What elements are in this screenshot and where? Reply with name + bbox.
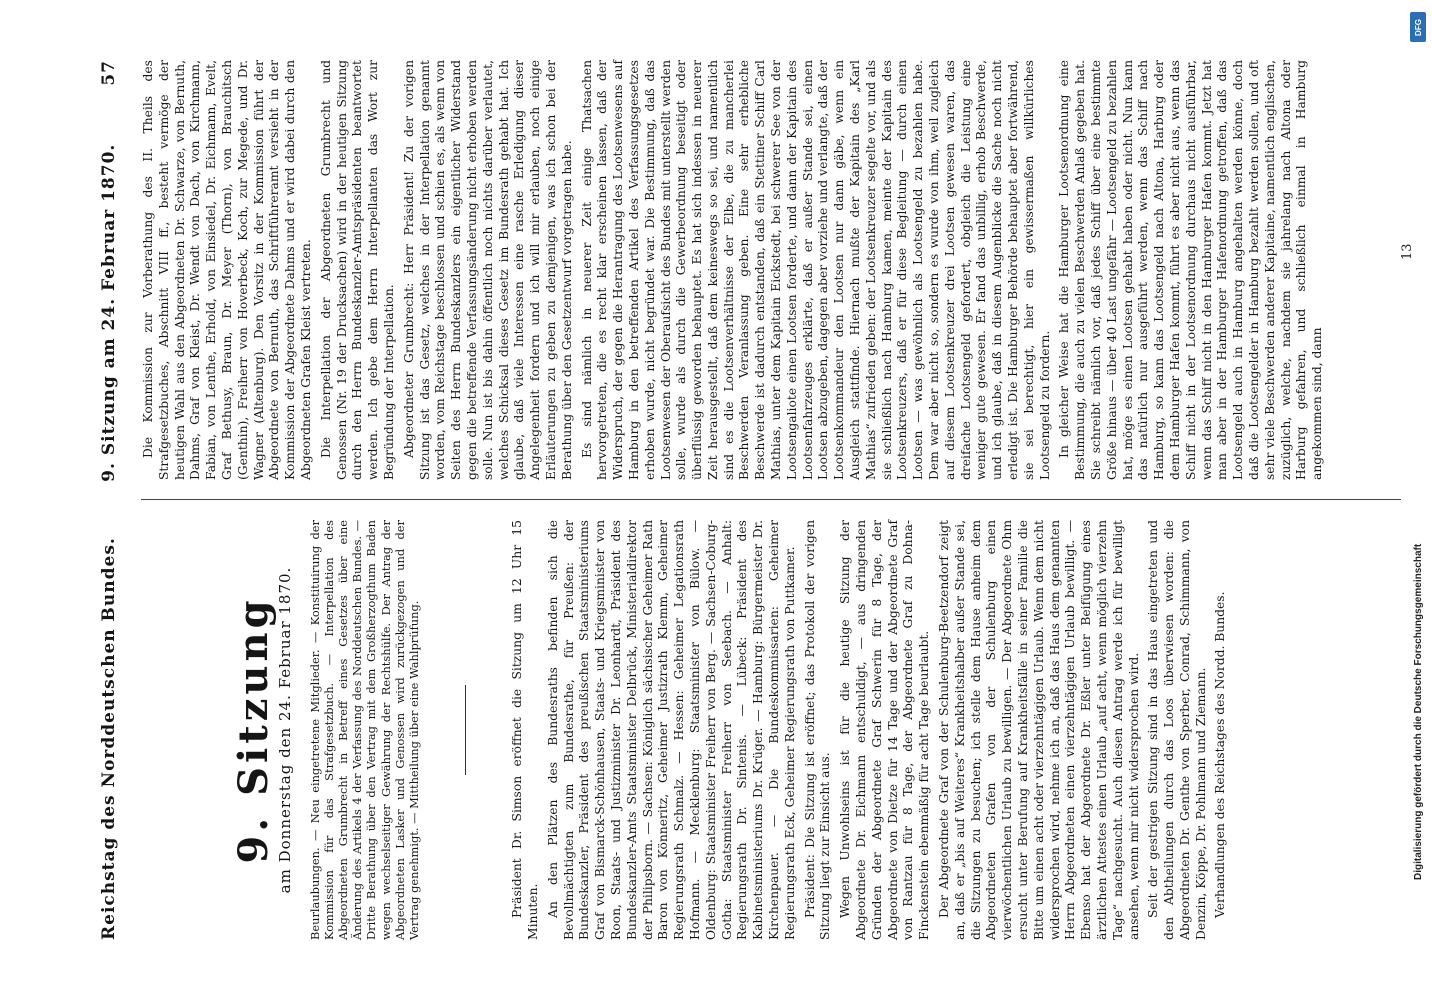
left-column <box>141 520 1233 940</box>
left-paragraph: Präsident: Die Sitzung ist eröffnet; das Protokoll der vorigen Sitzung liegt zur Einsicht aus. <box>802 520 833 940</box>
header-left-title: Reichstag des Norddeutschen Bundes. <box>99 537 119 940</box>
dfg-logo-text: DFG <box>1413 18 1423 36</box>
right-paragraph: In gleicher Weise hat die Hamburger Lootsenordnung eine Bestimmung, die auch zu vielen Beschwerden Anlaß gegeben hat. Sie schreibt nämlich vor, daß jedes Schiff über eine bestimmte Größe hinaus — über 40 Last ungefähr — Lootsengeld zu bezahlen hat, möge es einen Lootsen gehabt haben oder nicht. Nun kann das natürlich nur ausgeführt werden, wenn das Schiff nach Hamburg, so kann das Lootsengeld nach Altona, Harburg oder dem Hamburger Hafen kommt, führt es aber nicht aus, wenn das Schiff nicht in der Lootsenordnung durchaus nicht ausführbar, wenn das Schiff nicht in den Hamburger Hafen kommt. Jetzt hat man aber in der Hamburger Hafenordnung getroffen, daß das Lootsengeld auch in Hamburg angehalten werden könne, doch daß die Lootsengelder in Hamburg bezahlt werden sollen, und oft sehr viele Beschwerden anderer Kapitaine, namentlich englischen, zuzüglich, welche, nachdem sie jahrelang nach Altona oder Harburg gefahren, und schließlich einmal in Hamburg angekommen sind, dann <box>1057 60 1325 480</box>
dfg-strip <box>1408 0 1428 1000</box>
dfg-notice: Digitalisierung gefördert durch die Deutsche Forschungsgemeinschaft <box>1413 543 1424 880</box>
header-right <box>99 60 119 482</box>
session-date: am Donnerstag den 24. Februar 1870. <box>275 566 294 894</box>
right-column <box>141 60 1330 480</box>
column-divider <box>141 499 1401 500</box>
left-paragraph: Wegen Unwohlseins ist für die heutige Sitzung der Abgeordnete Dr. Eichmann entschuldigt, — aus dringenden Gründen der Abgeordnete Graf Schwerin für 8 Tage, der Abgeordnete von Dietze für 14 Tage und der Abgeordnete Graf von Rantzau für 8 Tage, der Abgeordnete Graf zu Dohna-Finckenstein ebenmäßig für acht Tage beurlaubt. <box>838 520 932 940</box>
right-paragraph: Abgeordneter Grumbrecht: Herr Präsident! Zu der vorigen Sitzung ist das Gesetz, welches in der Interpellation genannt worden, vom Reichstage beschlossen und schien es, als wenn von Seiten des Herrn Bundeskanzlers ein eigentlicher Widerstand gegen die betreffende Verfassungsänderung nicht erhoben werden solle. Nun ist bis dahin öffentlich noch nichts darüber verlautet, welches Schicksal dieses Gesetz im Bundesrath gehabt hat. Ich glaube, daß viele Interessen eine rasche Erledigung dieser Angelegenheit fordern und ich will mir erlauben, noch einige Erläuterungen zu geben zu demjenigen, was ich schon bei der Berathung über den Gesetzentwurf vorgetragen habe. <box>401 60 574 480</box>
left-paragraph: An den Plätzen des Bundesraths befinden sich die Bevollmächtigten zum Bundesrathe, für Preußen: der Bundeskanzler, Präsident des preußischen Staatsministeriums Graf von Bismarck-Schönhausen, Staats- und Kriegsminister von Roon, Staats- und Justizminister Dr. Leonhardt, Präsident des Bundeskanzler-Amts Staatsminister Delbrück, Ministerialdirektor der Philipsborn. — Sachsen: Königlich sächsischer Geheimer Rath Baron von Könneritz, Geheimer Justizrath Klemm, Geheimer Regierungsrath Schmalz. — Hessen: Geheimer Legationsrath Hofmann. — Mecklenburg: Staatsminister von Bülow. — Oldenburg: Staatsminister Freiherr von Berg. — Sachsen-Coburg-Gotha: Staatsminister Freiherr von Seebach. — Anhalt: Regierungsrath Dr. Sintenis. — Lübeck: Präsident des Kabinetsministeriums Dr. Krüger. — Hamburg: Bürgermeister Dr. Kirchenpauer. — Die Bundeskommissarien: Geheimer Regierungsrath Eck, Geheimer Regierungsrath von Puttkamer. <box>545 520 797 940</box>
signature-mark: 13 <box>1400 243 1415 260</box>
agenda-text: Beurlaubungen. — Neu eingetretene Mitglieder. — Konstituirung der Kommission für das Strafgesetzbuch. — Interpellation des Abgeordneten Grumbrecht in Betreff eines Gesetzes über eine Änderung des Artikels 4 der Verfassung des Norddeutschen Bundes. — Dritte Berathung über den Vertrag mit dem Großherzogthum Baden wegen wechselseitiger Gewährung der Rechtshülfe. Der Antrag der Abgeordneten Lasker und Genossen wird zurückgezogen und der Vertrag genehmigt. — Mittheilung über eine Wahlprüfung. <box>307 520 422 940</box>
right-paragraph: Es sind nämlich in neuerer Zeit einige Thatsachen hervorgetreten, die es recht klar erscheinen lassen, daß der Widerspruch, der gegen die Herantragung des Lootsenwesens auf Hamburg in den betreffenden Artikel des Verfassungsgesetzes erhoben wurde, nicht begründet war. Die Bestimmung, daß das Lootsenwesen der Oberaufsicht des Bundes mit unterstellt werden solle, wurde als durch die Gewerbeordnung beseitigt oder überflüssig geworden behauptet. Es hat sich indessen in neuerer Zeit herausgestellt, daß dem keineswegs so sei, und namentlich sind es die Lootsenverhältnisse der Elbe, die zu mancherlei Beschwerden Veranlassung geben. Eine sehr erhebliche Beschwerde ist dadurch entstanden, daß ein Stettiner Schiff Carl Mathias, unter dem Kapitain Eickstedt, bei schwerer See von der Lootsengaliote einen Lootsen forderte, und dann der Kapitain des Lootsenfahrzeuges erklärte, daß er außer Stande sei, einen Lootsen abzugeben, dagegen aber vorziehe und verlangte, daß der Lootsenkommandeur den Lootsen nur dann gäbe, wenn ein Ausgleich stattfinde. Hiernach mußte der Kapitain des „Karl Mathias“ zufrieden geben: der Lootsenkreuzer segelte vor, und als sie schließlich nach Hamburg kamen, meinte der Kapitain des Lootsenkreuzers, daß er für diese Begleitung — durch einen Lootsen — was gewöhnlich als Lootsengeld zu bezahlen habe. Dem war aber nicht so, sondern es wurde von ihm, weil zugleich auf diesem Lootsenkreuzer drei Lootsen gewesen waren, das dreifache Lootsengeld gefordert, obgleich die Leistung eine weniger gute gewesen. Er fand das unbillig, erhob Beschwerde, und ich glaube, daß in diesem Augenblicke die Sache noch nicht erledigt ist. Die Hamburger Behörde behauptet aber fortwährend, sie sei berechtigt, hier ein gewissermaßen willkürliches Lootsengeld zu fordern. <box>579 60 1052 480</box>
header-right-title: 9. Sitzung am 24. Februar 1870. <box>99 143 119 482</box>
left-paragraph: Seit der gestrigen Sitzung sind in das Haus eingetreten und den Abtheilungen durch das Loos überwiesen worden: die Abgeordneten Dr. Genthe von Sperber, Conrad, Schimmann, von Denzin, Köppe, Dr. Pohlmann und Ziemann. <box>1146 520 1208 940</box>
left-footer-note: Verhandlungen des Reichstages des Nordd. Bundes. <box>1213 591 1228 918</box>
left-paragraph: Der Abgeordnete Graf von der Schulenburg-Beetzendorf zeigt an, daß er „bis auf Weiteres“ Krankheitshalber außer Stande sei, die Sitzungen zu besuchen; ich stelle dem Hause anheim dem Abgeordneten Grafen von der Schulenburg einen vierwöchentlichen Urlaub zu bewilligen. — Der Abgeordnete Ohm ersucht unter Berufung auf Krankheitsfälle in seiner Familie die Bitte um einen acht oder vierzehntägigen Urlaub. Wenn dem nicht widersprochen wird, nehme ich an, daß das Haus dem genannten Herrn Abgeordneten einen vierzehntägigen Urlaub bewilligt. — Ebenso hat der Abgeordnete Dr. Eßler unter Beifügung eines ärztlichen Attestes einen Urlaub „auf acht, wenn möglich vierzehn Tage“ nachgesucht. Auch diesen Antrag werde ich für bewilligt ansehen, wenn mir nicht widersprochen wird. <box>936 520 1141 940</box>
session-title: 9. Sitzung <box>230 596 277 864</box>
right-paragraph: Die Kommission zur Vorberathung des II. Theils des Strafgesetzbuches, Abschnitt VIII ff., besteht vermöge der heutigen Wahl aus den Abgeordneten Dr. Schwarze, von Bernuth, Dahms, Graf von Kleist, Dr. Wendt von Dach, von Kirchmann, Fabian, von Lenthe, Erhold, von Einsiedel, Dr. Eichmann, Evelt, Graf Bethusy, Braun, Dr. Meyer (Thorn), von Brauchitsch (Genthin), Freiherr von Hoverbeck, Koch, zur Megede, und Dr. Wagner (Altenburg). Den Vorsitz in der Kommission führt der Abgeordnete von Bernuth, das Schriftführeramt versieht in der Kommission der Abgeordnete Dahms und er wird dabei durch den Abgeordneten Grafen Kleist vertreten. <box>141 60 313 480</box>
left-paragraph: Präsident Dr. Simson eröffnet die Sitzung um 12 Uhr 15 Minuten. <box>510 520 541 940</box>
section-rule <box>465 685 466 775</box>
dfg-logo <box>1410 12 1426 42</box>
page-header <box>99 60 129 940</box>
right-paragraph: Die Interpellation der Abgeordneten Grumbrecht und Genossen (Nr. 19 der Drucksachen) wird in der heutigen Sitzung durch den Herrn Bundeskanzler-Amtspräsidenten beantwortet werden. Ich gebe dem Herrn Interpellanten das Wort zur Begründung der Interpellation. <box>318 60 396 480</box>
newspaper-page <box>81 40 1431 960</box>
agenda-summary <box>308 520 422 940</box>
page-number: 57 <box>99 60 119 86</box>
